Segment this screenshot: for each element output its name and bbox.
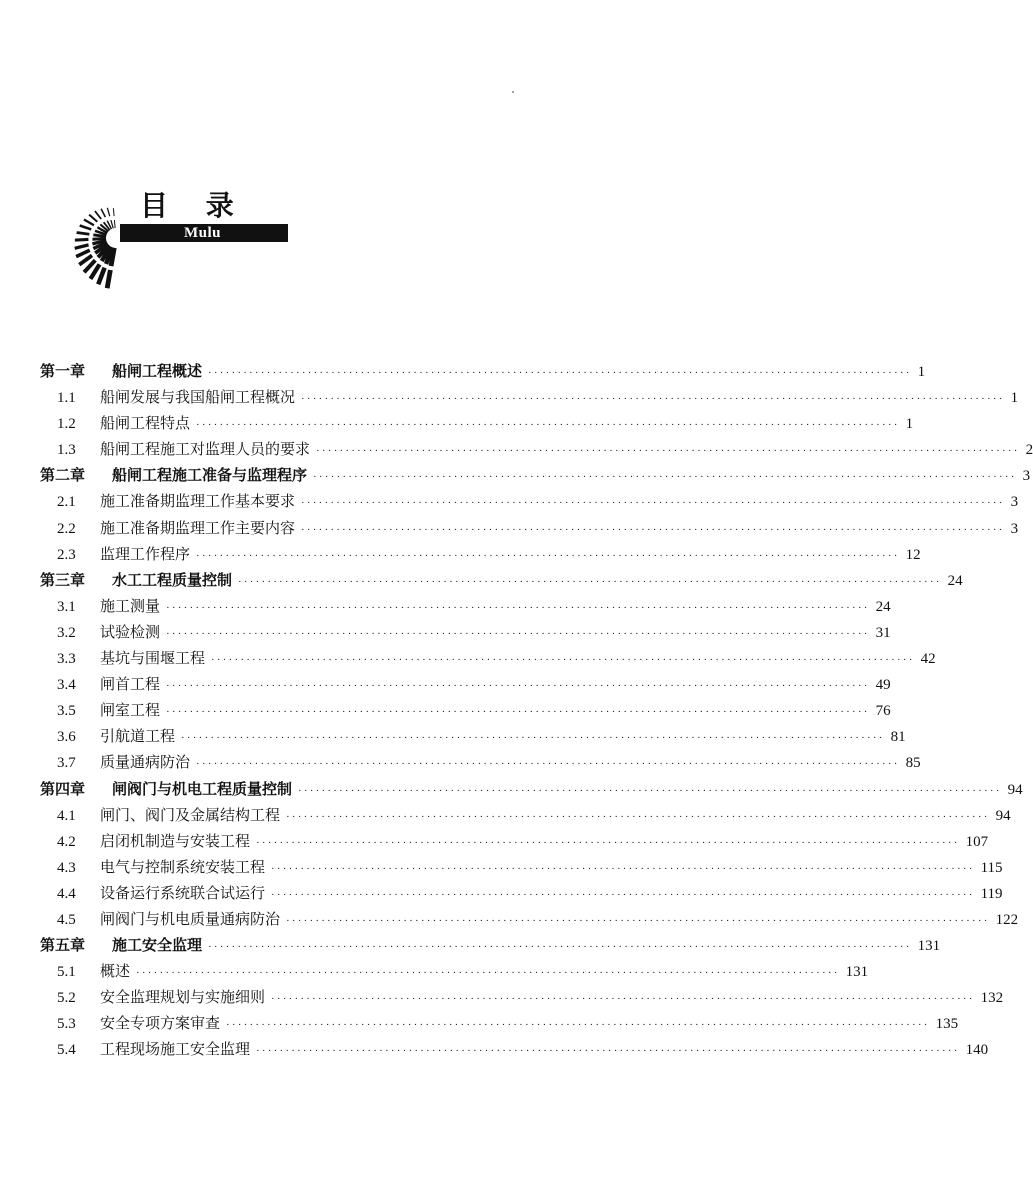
toc-number: 4.4 (57, 885, 76, 902)
toc-page-number: 3 (1022, 468, 1031, 485)
toc-page-number: 1 (917, 364, 926, 380)
toc-page-number: 94 (995, 807, 1011, 824)
toc-chapter-row[interactable] (40, 360, 926, 386)
leader-dots: ························································································································ (271, 862, 975, 875)
toc-number: 3.4 (57, 677, 76, 694)
leader-dots: ························································································································ (136, 967, 840, 980)
leader-dots: ························································································································ (301, 393, 1005, 406)
toc-number: 第五章 (40, 936, 86, 955)
toc-page-number: 3 (1010, 494, 1019, 511)
leader-dots: ························································································································ (166, 627, 870, 640)
toc-page-number: 85 (905, 755, 921, 772)
table-of-contents (40, 360, 1033, 1065)
toc-section-row[interactable] (40, 490, 1019, 516)
toc-number: 5.4 (57, 1042, 76, 1059)
leader-dots: ························································································································ (196, 758, 900, 771)
sunburst-ray (95, 211, 101, 219)
toc-page-number: 131 (917, 938, 941, 955)
toc-number: 5.3 (57, 1016, 76, 1033)
toc-number: 1.2 (57, 416, 76, 433)
leader-dots: ························································································································ (256, 1045, 960, 1058)
leader-dots: ························································································································ (166, 601, 870, 614)
sunburst-ray (89, 215, 97, 222)
leader-dots: ························································································································ (271, 993, 975, 1006)
toc-number: 4.2 (57, 833, 76, 850)
toc-page-number: 132 (980, 990, 1004, 1007)
toc-title: 概述 (100, 962, 131, 981)
toc-page-number: 49 (875, 677, 891, 694)
toc-page-number: 94 (1007, 781, 1023, 798)
toc-page-number: 12 (905, 546, 921, 563)
toc-section-row[interactable] (40, 621, 891, 647)
leader-dots: ························································································································ (301, 523, 1005, 536)
toc-chapter-row[interactable] (40, 778, 1023, 804)
toc-title: 船闸工程特点 (100, 414, 191, 433)
toc-title: 施工测量 (100, 596, 161, 615)
toc-title: 船闸工程施工对监理人员的要求 (100, 440, 311, 459)
toc-number: 第三章 (40, 570, 86, 589)
toc-page-number: 1 (905, 416, 914, 433)
toc-section-row[interactable] (40, 725, 906, 751)
sunburst-ray (98, 268, 104, 285)
toc-title: 施工准备期监理工作基本要求 (100, 492, 296, 511)
leader-dots: ························································································································ (181, 732, 885, 745)
leader-dots: ························································································································ (238, 575, 942, 588)
toc-page-number: 140 (965, 1042, 989, 1059)
sunburst-ray (92, 239, 106, 240)
toc-page-number: 76 (875, 703, 891, 720)
toc-section-row[interactable] (40, 699, 891, 725)
toc-page-number: 119 (980, 885, 1003, 902)
toc-title: 启闭机制造与安装工程 (100, 831, 251, 850)
leader-dots: ························································································································ (301, 497, 1005, 510)
toc-title: 引航道工程 (100, 727, 176, 746)
leader-dots: ························································································································ (166, 706, 870, 719)
toc-section-row[interactable] (40, 412, 914, 438)
page-title: 目 录 (140, 189, 248, 222)
toc-page-number: 81 (890, 729, 906, 746)
toc-number: 1.1 (57, 390, 76, 407)
toc-number: 3.5 (57, 703, 76, 720)
sunburst-ray (114, 220, 115, 228)
toc-title: 闸阀门与机电工程质量控制 (112, 779, 293, 798)
leader-dots: ························································································································ (208, 941, 912, 954)
toc-section-row[interactable] (40, 595, 891, 621)
sunburst-ray (111, 248, 114, 266)
toc-page-number: 2 (1025, 442, 1033, 459)
leader-dots: ························································································································ (226, 1019, 930, 1032)
toc-number: 4.3 (57, 859, 76, 876)
sunburst-ray (84, 220, 94, 226)
toc-number: 1.3 (57, 442, 76, 459)
toc-section-row[interactable] (40, 908, 1019, 934)
toc-title: 水工工程质量控制 (112, 570, 233, 589)
leader-dots: ························································································································ (211, 654, 915, 667)
toc-section-row[interactable] (40, 517, 1019, 543)
toc-number: 5.1 (57, 964, 76, 981)
toc-title: 船闸工程概述 (112, 362, 203, 380)
leader-dots: ························································································································ (286, 810, 990, 823)
toc-chapter-row[interactable] (40, 934, 941, 960)
subtitle-text: Mulu (184, 225, 222, 241)
toc-page-number: 42 (920, 651, 936, 668)
toc-title: 设备运行系统联合试运行 (100, 883, 266, 902)
toc-title: 施工安全监理 (112, 936, 203, 955)
toc-title: 船闸工程施工准备与监理程序 (112, 466, 308, 485)
toc-page-number: 1 (1010, 390, 1019, 407)
toc-title: 质量通病防治 (100, 753, 191, 772)
sunburst-ray (80, 226, 92, 230)
toc-page-number: 24 (875, 598, 891, 615)
toc-number: 第二章 (40, 466, 86, 485)
toc-number: 4.1 (57, 807, 76, 824)
toc-section-row[interactable] (40, 751, 921, 777)
toc-section-row[interactable] (40, 804, 1011, 830)
toc-title: 闸门、阀门及金属结构工程 (100, 805, 281, 824)
toc-title: 安全监理规划与实施细则 (100, 988, 266, 1007)
toc-page-number: 107 (965, 833, 989, 850)
toc-title: 船闸发展与我国船闸工程概况 (100, 388, 296, 407)
toc-title: 施工准备期监理工作主要内容 (100, 518, 296, 537)
toc-number: 2.3 (57, 546, 76, 563)
toc-number: 3.6 (57, 729, 76, 746)
toc-chapter-row[interactable] (40, 569, 963, 595)
toc-title: 工程现场施工安全监理 (100, 1040, 251, 1059)
toc-title: 监理工作程序 (100, 544, 191, 563)
leader-dots: ························································································································ (196, 419, 900, 432)
toc-number: 5.2 (57, 990, 76, 1007)
toc-title: 电气与控制系统安装工程 (100, 857, 266, 876)
sunburst-ray (113, 208, 114, 216)
toc-section-row[interactable] (40, 1038, 989, 1064)
toc-title: 试验检测 (100, 622, 161, 641)
toc-chapter-row[interactable] (40, 464, 1031, 490)
toc-title: 闸室工程 (100, 701, 161, 720)
toc-section-row[interactable] (40, 1012, 959, 1038)
sunburst-ray (76, 250, 90, 256)
toc-page-number: 131 (845, 964, 869, 981)
leader-dots: ························································································································ (298, 784, 1002, 797)
sunburst-ray (107, 270, 110, 288)
toc-title: 安全专项方案审查 (100, 1014, 221, 1033)
toc-title: 闸首工程 (100, 675, 161, 694)
leader-dots: ························································································································ (316, 445, 1020, 458)
toc-number: 2.2 (57, 520, 76, 537)
toc-title: 闸阀门与机电质量通病防治 (100, 909, 281, 928)
toc-section-row[interactable] (40, 543, 921, 569)
toc-section-row[interactable] (40, 647, 936, 673)
leader-dots: ························································································································ (256, 836, 960, 849)
leader-dots: ························································································································ (196, 549, 900, 562)
toc-section-row[interactable] (40, 673, 891, 699)
toc-section-row[interactable] (40, 830, 989, 856)
subtitle-bar (120, 224, 288, 242)
toc-section-row[interactable] (40, 882, 1003, 908)
sunburst-ray (75, 245, 89, 248)
sunburst-ray (75, 239, 89, 240)
toc-page-number: 115 (980, 859, 1003, 876)
sunburst-ray (93, 235, 106, 237)
toc-number: 第四章 (40, 779, 86, 798)
leader-dots: ························································································································ (271, 888, 975, 901)
toc-section-row[interactable] (40, 438, 1033, 464)
toc-number: 4.5 (57, 911, 76, 928)
toc-number: 3.1 (57, 598, 76, 615)
leader-dots: ························································································································ (208, 367, 912, 379)
toc-title: 基坑与围堰工程 (100, 649, 206, 668)
toc-number: 3.2 (57, 624, 76, 641)
sunburst-ray (101, 209, 105, 217)
toc-page-number: 135 (935, 1016, 959, 1033)
leader-dots: ························································································································ (166, 680, 870, 693)
toc-number: 第一章 (40, 362, 86, 380)
toc-number: 3.3 (57, 651, 76, 668)
leader-dots: ························································································································ (313, 471, 1017, 484)
toc-page-number: 31 (875, 624, 891, 641)
sunburst-ray (107, 208, 109, 216)
sunburst-ray (77, 232, 90, 234)
speck (512, 91, 514, 93)
toc-number: 3.7 (57, 755, 76, 772)
toc-page-number: 3 (1010, 520, 1019, 537)
toc-section-row[interactable] (40, 960, 869, 986)
toc-header (38, 176, 298, 296)
toc-page-number: 122 (995, 911, 1019, 928)
toc-section-row[interactable] (40, 856, 1003, 882)
toc-number: 2.1 (57, 494, 76, 511)
toc-page-number: 24 (947, 572, 963, 589)
toc-section-row[interactable] (40, 986, 1004, 1012)
toc-section-row[interactable] (40, 386, 1019, 412)
leader-dots: ························································································································ (286, 914, 990, 927)
